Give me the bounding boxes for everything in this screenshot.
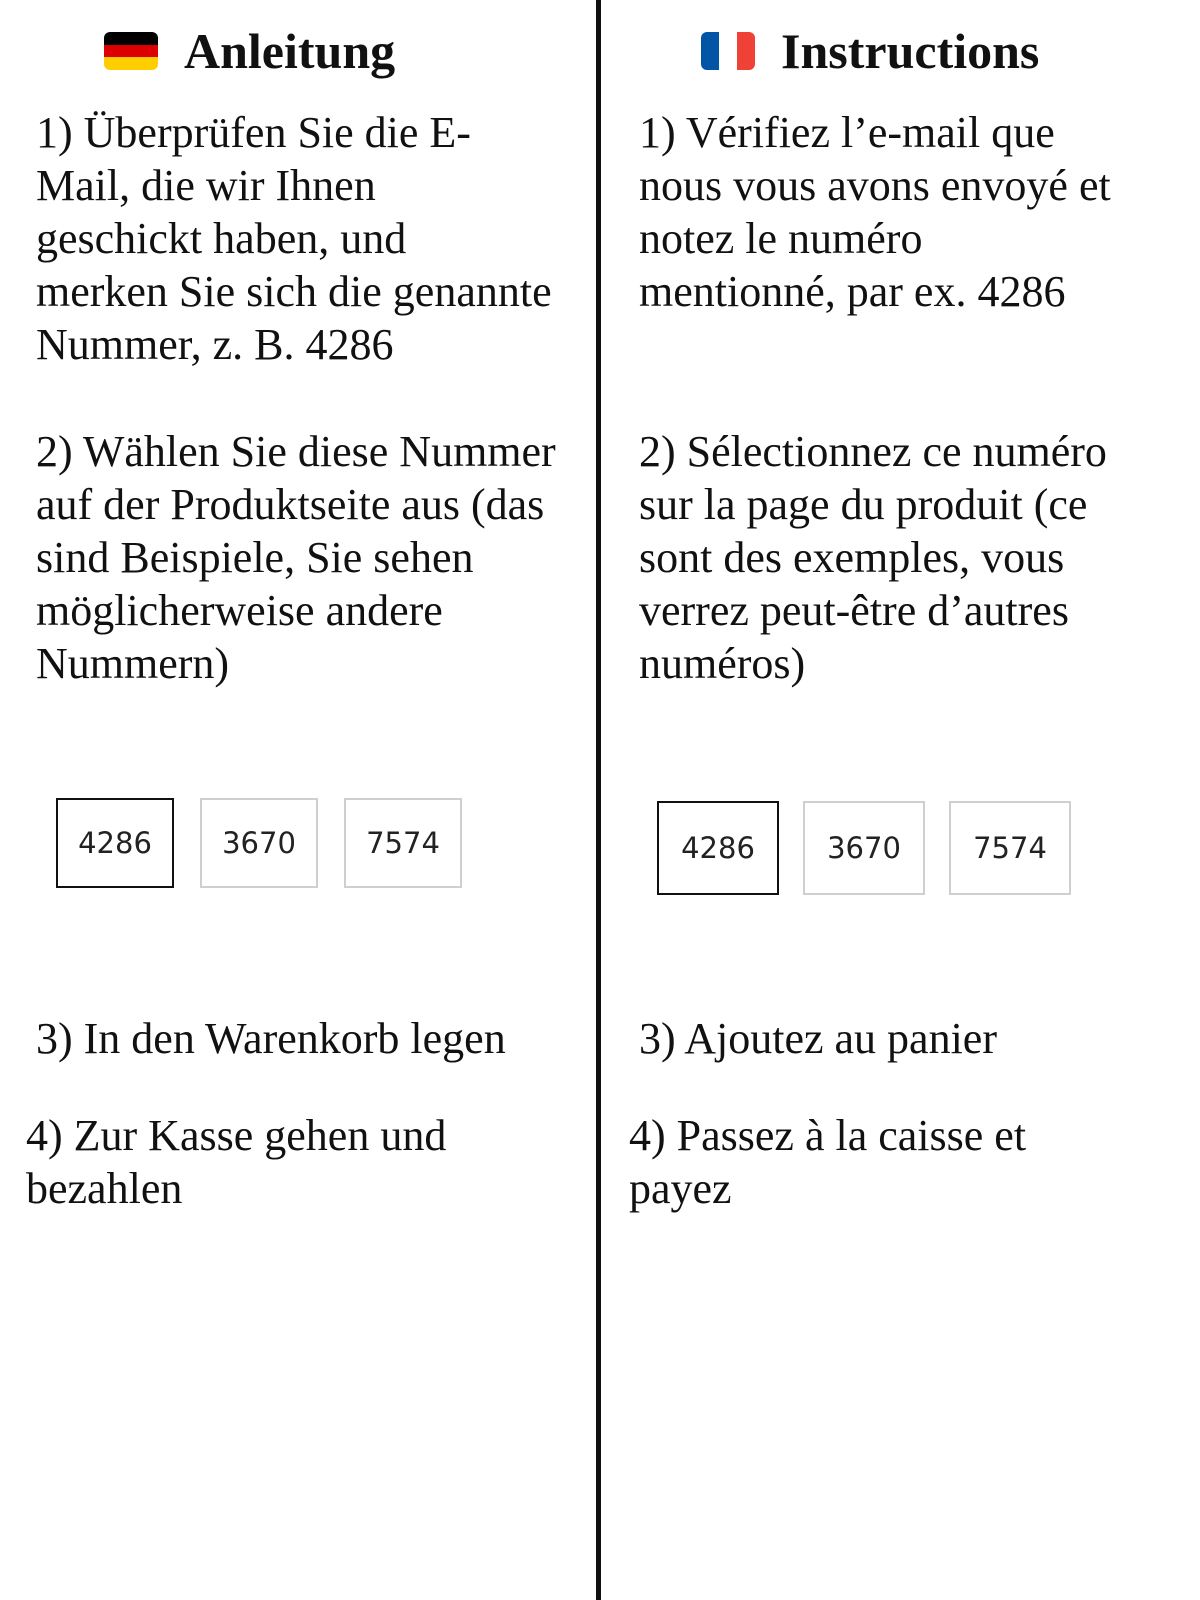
french-step-1: 1) Vérifiez l’e-mail que nous vous avons envoyé et notez le numéro mentionné, par ex. 4286 [639, 108, 1111, 316]
french-step-2: 2) Sélectionnez ce numéro sur la page du produit (ce sont des exemples, vous verrez peut-être d’autres numéros) [639, 427, 1107, 688]
german-number-options [56, 798, 488, 888]
french-option-7574[interactable]: 7574 [949, 801, 1071, 895]
french-option-3670[interactable]: 3670 [803, 801, 925, 895]
french-step-4: 4) Passez à la caisse et payez [629, 1111, 1027, 1213]
german-step-1: 1) Überprüfen Sie die E- Mail, die wir Ihnen geschickt haben, und merken Sie sich die genannte Nummer, z. B. 4286 [36, 108, 552, 369]
french-instructions-column [601, 0, 1200, 1600]
german-step-3: 3) In den Warenkorb legen [36, 1014, 506, 1063]
german-instructions-column [0, 0, 596, 1600]
france-flag-icon [701, 32, 755, 70]
german-option-7574[interactable]: 7574 [344, 798, 462, 888]
french-step-3: 3) Ajoutez au panier [639, 1014, 997, 1063]
german-option-4286[interactable]: 4286 [56, 798, 174, 888]
german-step-4: 4) Zur Kasse gehen und bezahlen [26, 1111, 447, 1213]
german-title: Anleitung [184, 23, 396, 79]
french-title: Instructions [781, 23, 1040, 79]
french-heading [701, 23, 1040, 79]
german-heading [104, 23, 396, 79]
german-step-2: 2) Wählen Sie diese Nummer auf der Produktseite aus (das sind Beispiele, Sie sehen möglicherweise andere Nummern) [36, 427, 556, 688]
french-option-4286[interactable]: 4286 [657, 801, 779, 895]
german-option-3670[interactable]: 3670 [200, 798, 318, 888]
germany-flag-icon [104, 32, 158, 70]
french-number-options [657, 801, 1095, 895]
